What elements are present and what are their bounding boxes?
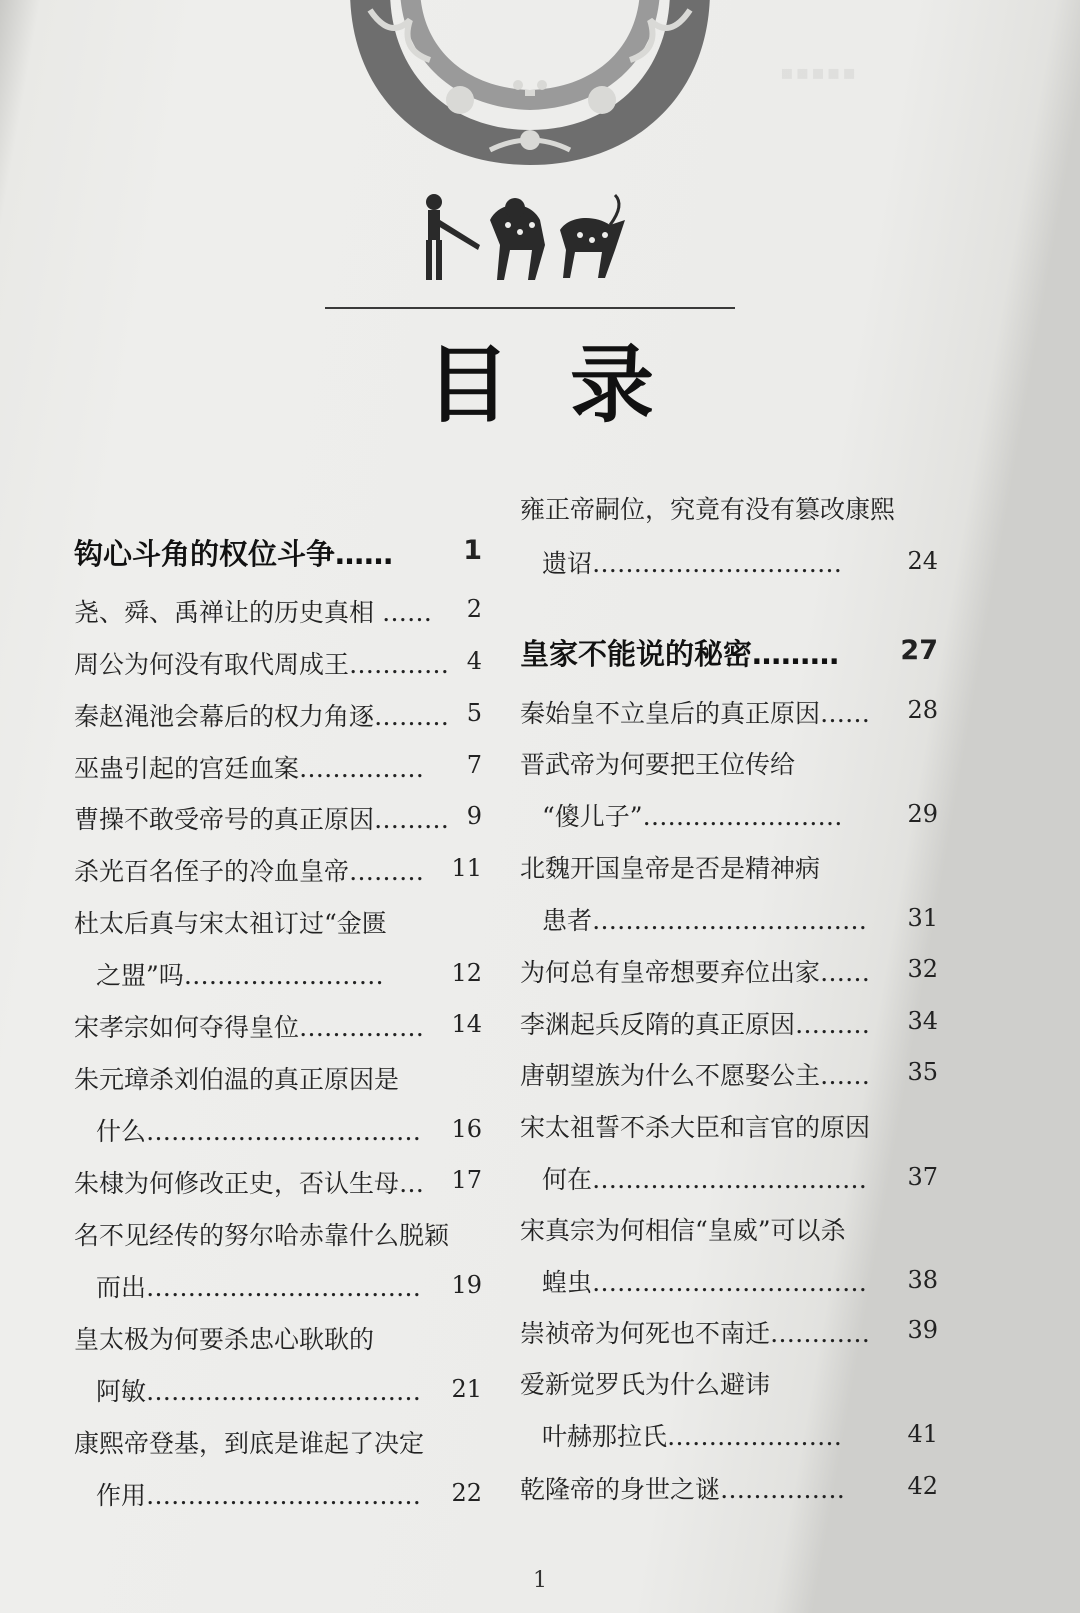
entry-line-continued: 遗诏………………………… (542, 549, 843, 578)
entry-line-continued: 什么…………………………… (96, 1117, 422, 1146)
entry-line: 朱棣为何修改正史，否认生母… (74, 1169, 425, 1198)
entry-line: 崇祯帝为何死也不南迁………… (520, 1319, 871, 1348)
show-through-text: ▪▪▪▪▪ (780, 60, 858, 84)
entry-line-continued: 之盟”吗…………………… (96, 961, 384, 990)
section-heading[interactable] (74, 532, 484, 573)
entry-page-number: 29 (907, 800, 938, 828)
dragon-ring-ornament-icon (340, 0, 720, 175)
entry-page-number: 34 (907, 1007, 938, 1035)
entry-line: 晋武帝为何要把王位传给 (520, 750, 796, 779)
section-page-number: 27 (900, 635, 938, 666)
entry-line: 秦赵渑池会幕后的权力角逐……… (74, 702, 450, 731)
entry-page-number: 4 (466, 647, 482, 675)
entry-page-number: 17 (451, 1166, 482, 1194)
entry-line: 为何总有皇帝想要弃位出家…… (520, 958, 871, 987)
section-heading[interactable] (520, 632, 940, 673)
entry-page-number: 42 (907, 1472, 938, 1500)
page-title: 目录 (425, 336, 714, 434)
entry-line-continued: 叶赫那拉氏………………… (542, 1422, 843, 1451)
entry-page-number: 38 (907, 1266, 938, 1294)
entry-page-number: 39 (907, 1316, 938, 1344)
entry-page-number: 5 (466, 699, 482, 727)
section-title: 皇家不能说的秘密……… (520, 637, 840, 671)
section-page-number: 1 (463, 535, 482, 566)
entry-page-number: 24 (907, 547, 938, 575)
entry-page-number: 21 (451, 1375, 482, 1403)
entry-line: 爱新觉罗氏为什么避讳 (520, 1370, 771, 1399)
entry-page-number: 9 (466, 802, 482, 830)
entry-line: 巫蛊引起的宫廷血案…………… (74, 754, 425, 783)
entry-line-continued: “傻儿子”…………………… (542, 802, 843, 831)
entry-page-number: 16 (451, 1115, 482, 1143)
entry-page-number: 35 (907, 1058, 938, 1086)
entry-line: 乾隆帝的身世之谜…………… (520, 1475, 846, 1504)
entry-page-number: 7 (466, 751, 482, 779)
entry-line: 朱元璋杀刘伯温的真正原因是 (74, 1065, 400, 1094)
entry-page-number: 2 (466, 595, 482, 623)
entry-line-continued: 作用…………………………… (96, 1481, 422, 1510)
entry-line: 尧、舜、禹禅让的历史真相 …… (74, 598, 432, 627)
entry-line-continued: 何在…………………………… (542, 1165, 868, 1194)
entry-line-continued: 而出…………………………… (96, 1273, 422, 1302)
entry-page-number: 41 (907, 1420, 938, 1448)
entry-line: 康熙帝登基，到底是谁起了决定 (74, 1429, 425, 1458)
entry-line-continued: 患者…………………………… (542, 906, 868, 935)
entry-page-number: 14 (451, 1010, 482, 1038)
entry-page-number: 37 (907, 1163, 938, 1191)
entry-line: 杀光百名侄子的冷血皇帝……… (74, 857, 425, 886)
entry-page-number: 11 (451, 854, 482, 882)
hunter-and-beast-ornament-icon (420, 190, 630, 290)
entry-page-number: 32 (907, 955, 938, 983)
entry-page-number: 19 (451, 1271, 482, 1299)
entry-page-number: 31 (907, 904, 938, 932)
entry-line: 秦始皇不立皇后的真正原因…… (520, 699, 871, 728)
entry-line-continued: 蝗虫…………………………… (542, 1268, 868, 1297)
entry-line: 唐朝望族为什么不愿娶公主…… (520, 1061, 871, 1090)
entry-line: 北魏开国皇帝是否是精神病 (520, 854, 821, 883)
entry-line: 皇太极为何要杀忠心耿耿的 (74, 1325, 375, 1354)
title-rule (325, 307, 735, 309)
entry-page-number: 12 (451, 959, 482, 987)
entry-page-number: 22 (451, 1479, 482, 1507)
entry-line: 杜太后真与宋太祖订过“金匮 (74, 909, 387, 938)
entry-line: 宋太祖誓不杀大臣和言官的原因 (520, 1113, 871, 1142)
entry-line: 周公为何没有取代周成王………… (74, 650, 450, 679)
entry-line: 李渊起兵反隋的真正原因……… (520, 1010, 871, 1039)
entry-line: 曹操不敢受帝号的真正原因……… (74, 805, 450, 834)
entry-line: 宋孝宗如何夺得皇位…………… (74, 1013, 425, 1042)
entry-page-number: 28 (907, 696, 938, 724)
entry-line: 雍正帝嗣位，究竟有没有篡改康熙 (520, 495, 896, 524)
section-title: 钩心斗角的权位斗争…… (74, 537, 394, 571)
entry-line: 名不见经传的努尔哈赤靠什么脱颖 (74, 1221, 450, 1250)
entry-line-continued: 阿敏…………………………… (96, 1377, 422, 1406)
page-number-footer: 1 (533, 1568, 547, 1593)
entry-line: 宋真宗为何相信“皇威”可以杀 (520, 1216, 846, 1245)
